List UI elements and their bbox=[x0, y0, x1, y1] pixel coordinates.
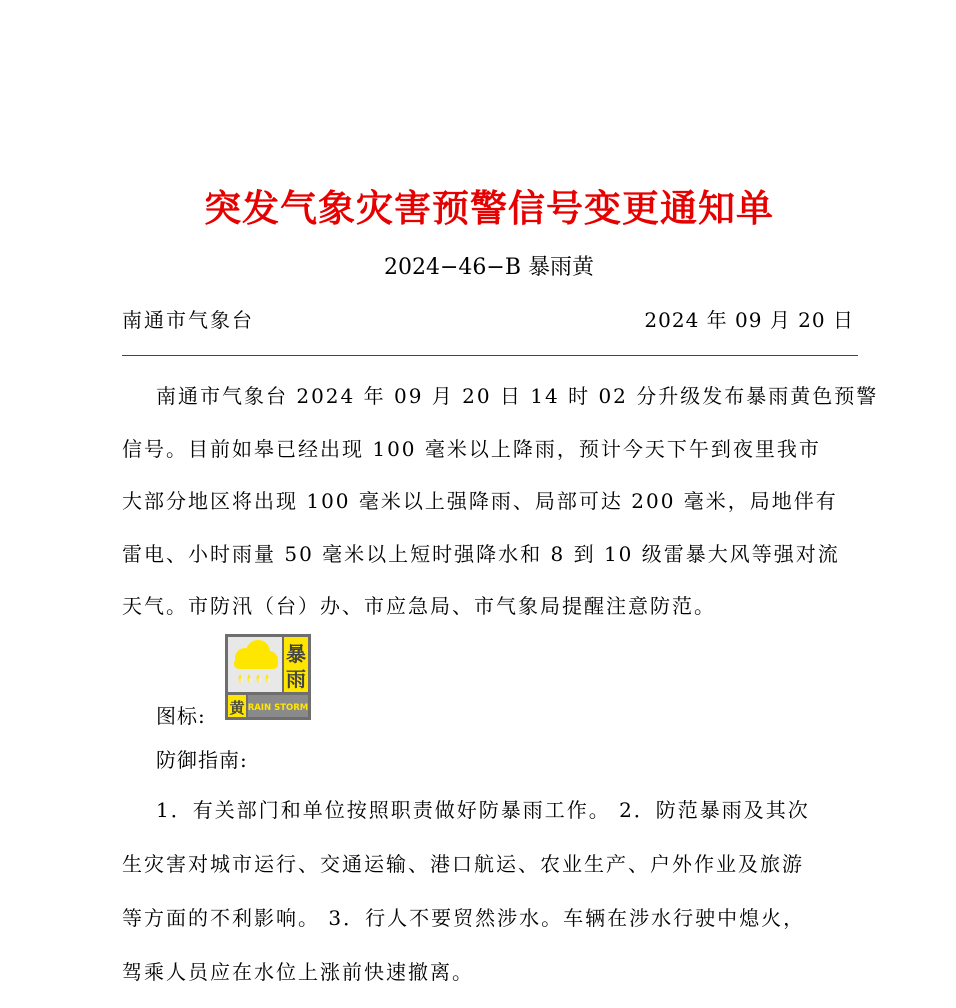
signal-char-bottom: 雨 bbox=[286, 667, 306, 691]
guide-line: 驾乘人员应在水位上涨前快速撤离。 bbox=[122, 960, 474, 984]
guide-line: 生灾害对城市运行、交通运输、港口航运、农业生产、户外作业及旅游 bbox=[122, 852, 804, 876]
guide-line: 等方面的不利影响。 3．行人不要贸然涉水。车辆在涉水行驶中熄火， bbox=[122, 906, 806, 930]
guide-body bbox=[122, 792, 858, 1008]
issue-date: 2024 年 09 月 20 日 bbox=[644, 308, 854, 332]
body-line: 天气。市防汛（台）办、市应急局、市气象局提醒注意防范。 bbox=[122, 594, 716, 618]
notice-body bbox=[122, 378, 879, 641]
header-divider bbox=[122, 355, 858, 356]
signal-english-label: RAIN STORM bbox=[247, 703, 309, 713]
issuer-name: 南通市气象台 bbox=[122, 308, 254, 332]
guide-line: 1．有关部门和单位按照职责做好防暴雨工作。 2．防范暴雨及其次 bbox=[156, 798, 810, 822]
notice-number: 2024−46−B 暴雨黄 bbox=[383, 255, 594, 280]
body-line: 大部分地区将出现 100 毫米以上强降雨、局部可达 200 毫米，局地伴有 bbox=[122, 489, 838, 513]
rainstorm-yellow-signal-icon bbox=[225, 634, 311, 720]
body-line: 雷电、小时雨量 50 毫米以上短时强降水和 8 到 10 级雷暴大风等强对流 bbox=[122, 541, 840, 566]
body-line: 信号。目前如皋已经出现 100 毫米以上降雨，预计今天下午到夜里我市 bbox=[122, 436, 821, 461]
icon-label: 图标: bbox=[156, 704, 206, 728]
signal-char-top: 暴 bbox=[286, 642, 306, 666]
guide-heading: 防御指南: bbox=[156, 748, 248, 772]
signal-level-char: 黄 bbox=[229, 699, 245, 717]
notice-title: 突发气象灾害预警信号变更通知单 bbox=[204, 186, 774, 230]
body-line: 南通市气象台 2024 年 09 月 20 日 14 时 02 分升级发布暴雨黄色预警 bbox=[156, 384, 879, 408]
